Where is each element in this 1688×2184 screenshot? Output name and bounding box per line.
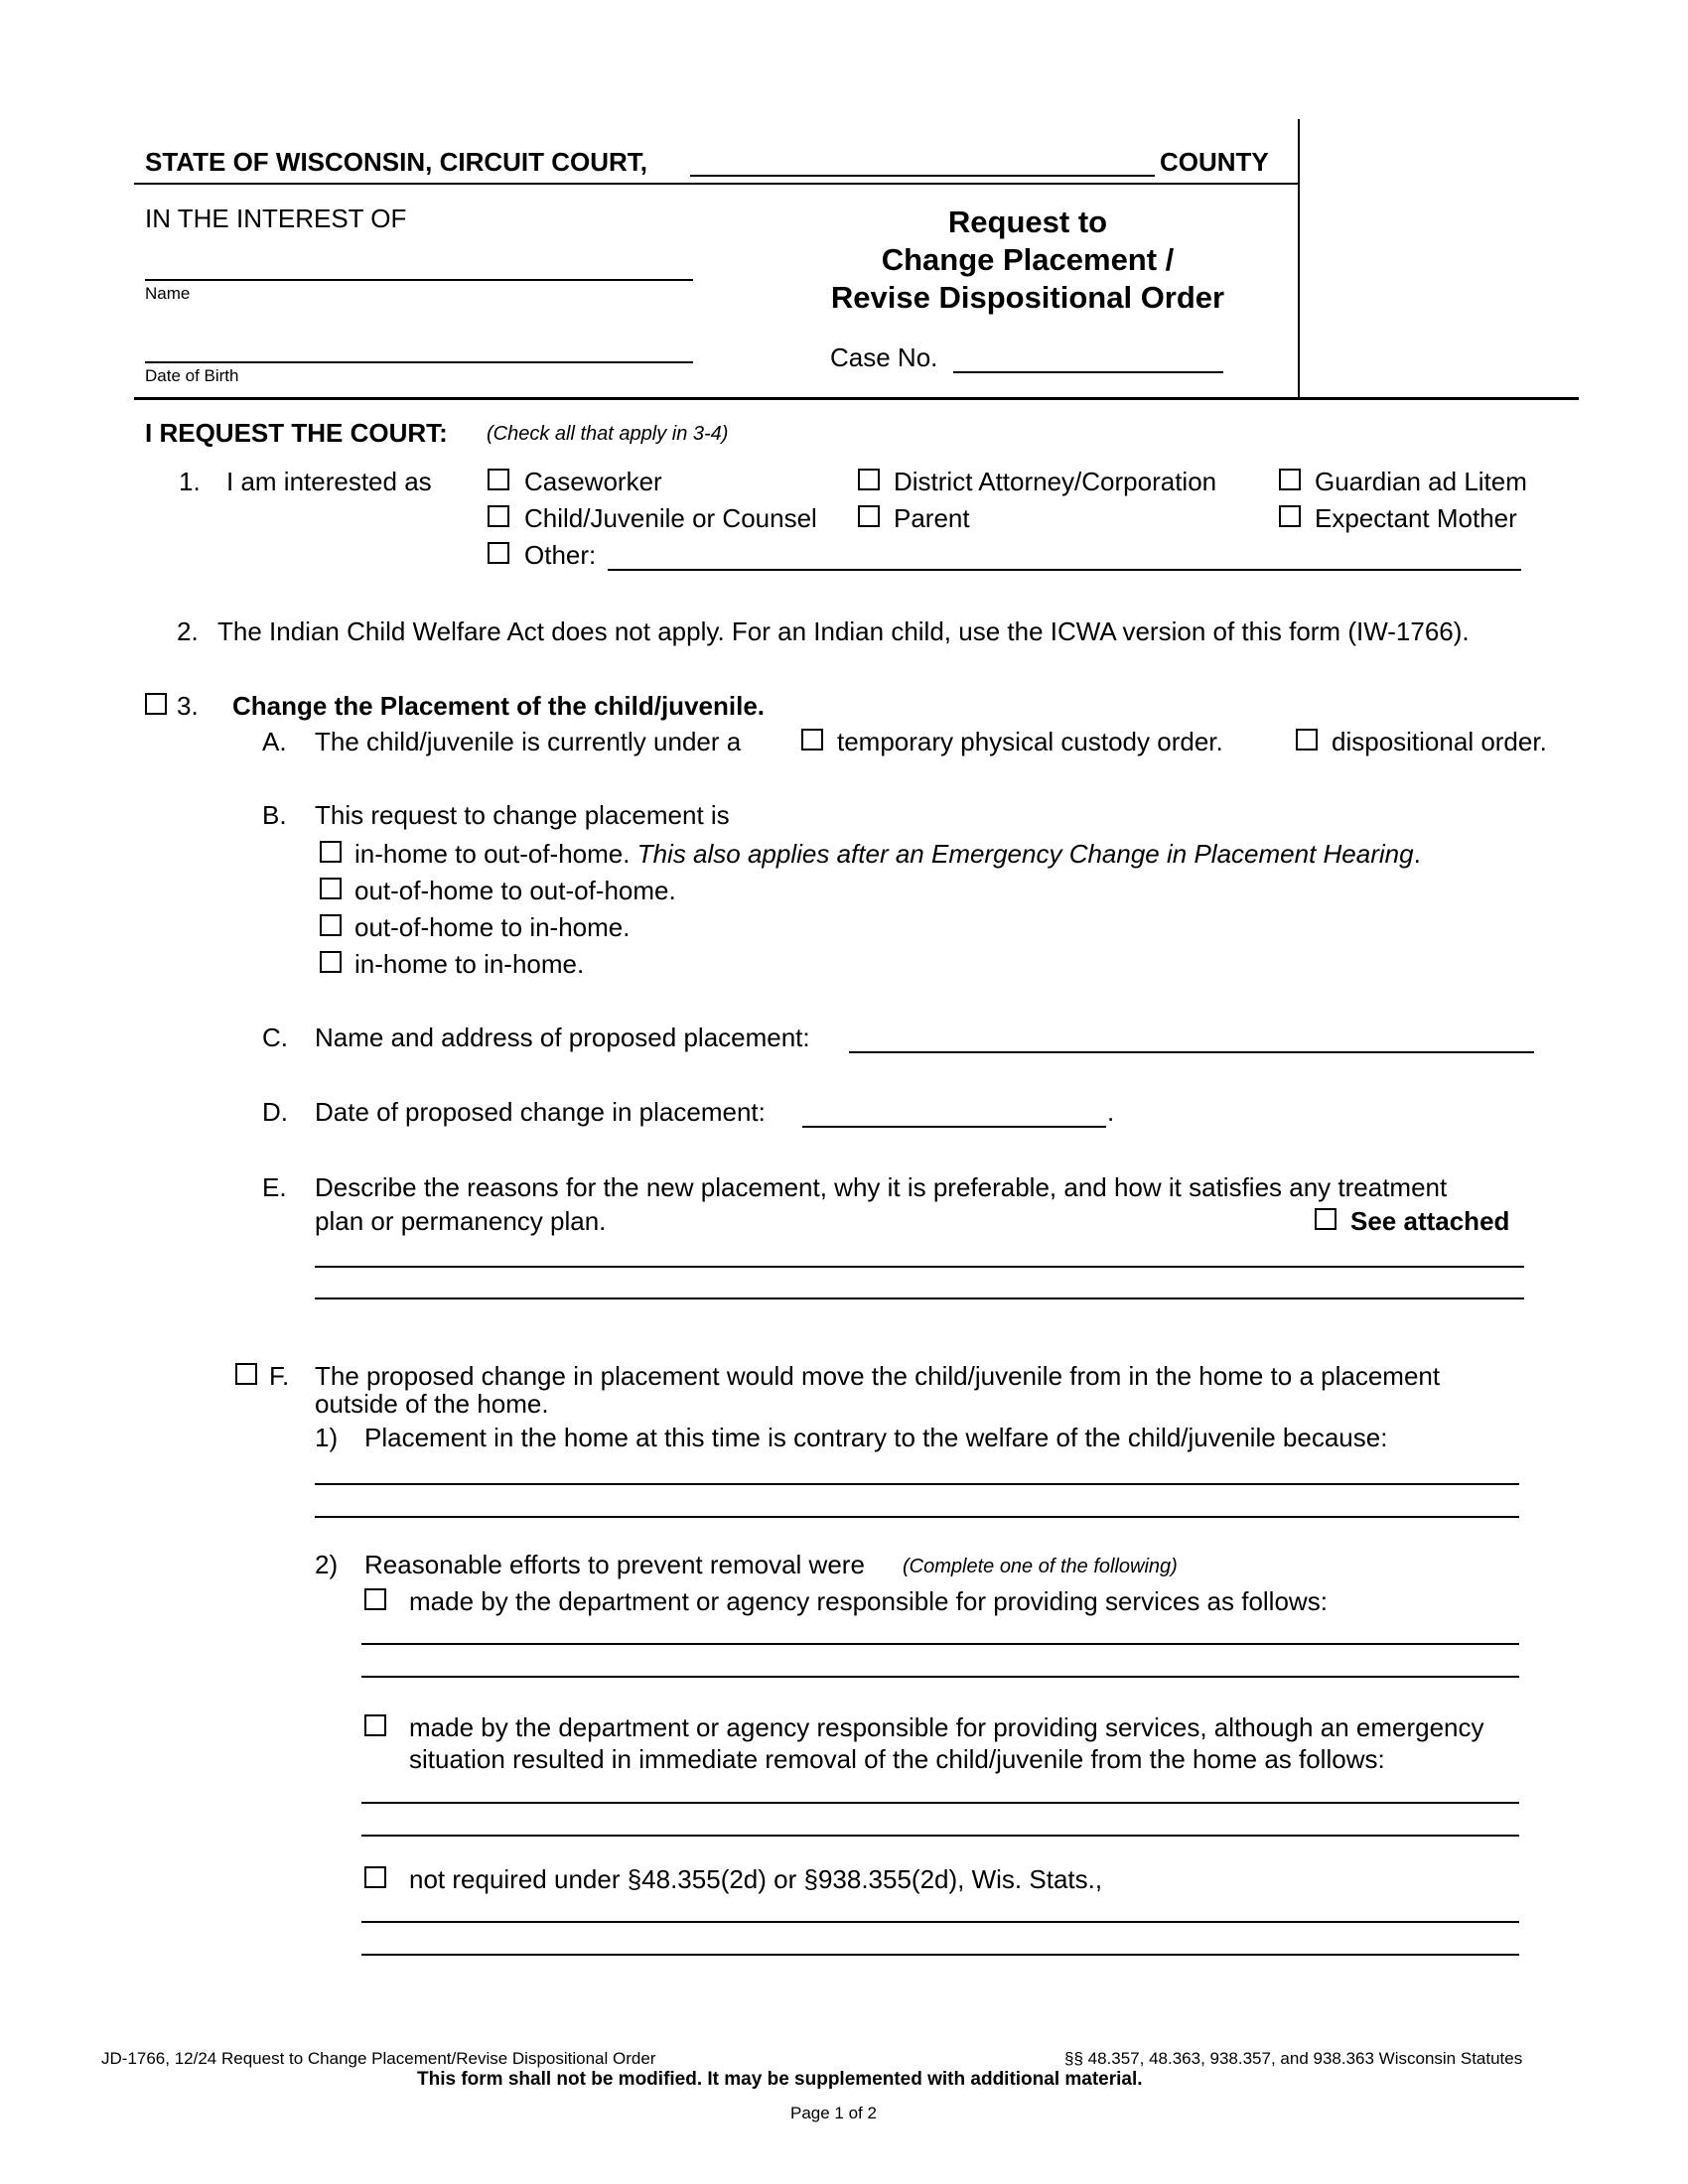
page-number: Page 1 of 2 [790,2104,877,2122]
f2-note: (Complete one of the following) [903,1556,1178,1577]
state-line: STATE OF WISCONSIN, CIRCUIT COURT, [145,147,648,177]
request-heading: I REQUEST THE COURT: [145,418,448,448]
item1-label: I am interested as [226,467,432,496]
caseworker-checkbox[interactable] [488,469,509,490]
in-to-out-option [354,839,1421,870]
footer-statutes: §§ 48.357, 48.363, 938.357, and 938.363 Wisconsin Statutes [1064,2049,1523,2068]
interest-of-label: IN THE INTEREST OF [145,204,407,233]
item3e-text2: plan or permanency plan. [315,1206,607,1236]
item3-number: 3. [177,691,199,721]
out-to-in-label: out-of-home to in-home. [354,912,631,942]
item3f-checkbox[interactable] [235,1363,257,1385]
emergency-label-2: situation resulted in immediate removal of the child/juvenile from the home as follows: [409,1744,1385,1774]
not-required-checkbox[interactable] [364,1866,386,1888]
child-juvenile-checkbox[interactable] [488,505,509,527]
reasons-line-1[interactable] [315,1266,1524,1268]
parent-checkbox[interactable] [858,505,880,527]
f2-number: 2) [315,1550,339,1579]
reasons-line-2[interactable] [315,1297,1524,1299]
item2-number: 2. [177,616,199,646]
emergency-label-1: made by the department or agency responsible for providing services, although an emergency [409,1712,1484,1742]
dispositional-order-checkbox[interactable] [1296,729,1318,751]
item3-heading: Change the Placement of the child/juvenile. [232,691,765,721]
item3c-letter: C. [262,1023,288,1052]
out-to-out-checkbox[interactable] [320,878,342,899]
item3b-letter: B. [262,800,287,830]
name-label: Name [145,284,191,303]
in-to-out-end: . [1413,839,1421,869]
efforts-made-line-2[interactable] [361,1676,1519,1678]
footer-notice: This form shall not be modified. It may be supplemented with additional material. [417,2069,1143,2090]
in-to-in-checkbox[interactable] [320,951,342,973]
item3e-letter: E. [262,1172,287,1202]
temporary-custody-label: temporary physical custody order. [837,727,1223,756]
item1-number: 1. [179,467,201,496]
footer-form-id: JD-1766, 12/24 Request to Change Placement/Revise Dispositional Order [101,2049,656,2068]
item3d-end: . [1107,1097,1115,1127]
header-bottom-rule [134,397,1579,400]
proposed-date-field[interactable] [802,1126,1106,1128]
in-to-out-note: This also applies after an Emergency Change in Placement Hearing [636,839,1414,869]
district-attorney-checkbox[interactable] [858,469,880,490]
f1-line-2[interactable] [315,1516,1519,1518]
item3b-text: This request to change placement is [315,800,730,830]
proposed-placement-field[interactable] [849,1051,1534,1053]
expectant-mother-label: Expectant Mother [1315,503,1517,533]
in-to-in-label: in-home to in-home. [354,949,585,979]
emergency-checkbox[interactable] [364,1714,386,1736]
f2-text: Reasonable efforts to prevent removal were [364,1550,865,1579]
case-no-label: Case No. [830,342,938,372]
item3a-text: The child/juvenile is currently under a [315,727,742,756]
f1-number: 1) [315,1423,339,1452]
expectant-mother-checkbox[interactable] [1279,505,1301,527]
efforts-made-line-1[interactable] [361,1643,1519,1645]
not-required-line-2[interactable] [361,1954,1519,1956]
item3f-letter: F. [269,1361,290,1391]
f1-line-1[interactable] [315,1483,1519,1485]
efforts-made-label: made by the department or agency responsible for providing services as follows: [409,1586,1328,1616]
guardian-ad-litem-label: Guardian ad Litem [1315,467,1527,496]
header-right-divider [1298,119,1300,399]
district-attorney-label: District Attorney/Corporation [894,467,1217,496]
item3-checkbox[interactable] [145,693,167,715]
name-field[interactable] [145,279,693,281]
emergency-line-1[interactable] [361,1802,1519,1804]
out-to-out-label: out-of-home to out-of-home. [354,876,676,905]
other-field[interactable] [608,569,1521,571]
caseworker-label: Caseworker [524,467,662,496]
other-label: Other: [524,540,597,570]
form-title-line3: Revise Dispositional Order [830,280,1225,315]
f1-text: Placement in the home at this time is contrary to the welfare of the child/juvenile because: [364,1423,1388,1452]
parent-label: Parent [894,503,970,533]
form-title-line1: Request to [947,205,1108,239]
not-required-line-1[interactable] [361,1921,1519,1923]
item3a-letter: A. [262,727,287,756]
guardian-ad-litem-checkbox[interactable] [1279,469,1301,490]
county-label: COUNTY [1160,147,1269,177]
other-checkbox[interactable] [488,542,509,564]
item3d-text: Date of proposed change in placement: [315,1097,766,1127]
not-required-label: not required under §48.355(2d) or §938.355(2d), Wis. Stats., [409,1864,1103,1894]
header-top-rule [134,183,1298,185]
case-no-field[interactable] [953,371,1223,373]
in-to-out-label: in-home to out-of-home. [354,839,631,869]
child-juvenile-label: Child/Juvenile or Counsel [524,503,817,533]
item3f-text1: The proposed change in placement would move the child/juvenile from in the home to a placement [315,1361,1441,1391]
county-field[interactable] [690,175,1155,177]
emergency-line-2[interactable] [361,1835,1519,1837]
see-attached-checkbox[interactable] [1315,1208,1336,1230]
request-note: (Check all that apply in 3-4) [487,423,729,445]
item3f-text2: outside of the home. [315,1389,549,1419]
item3c-text: Name and address of proposed placement: [315,1023,810,1052]
dob-field[interactable] [145,361,693,363]
out-to-in-checkbox[interactable] [320,914,342,936]
see-attached-label: See attached [1350,1206,1510,1236]
temporary-custody-checkbox[interactable] [801,729,823,751]
form-title-line2: Change Placement / [881,242,1175,277]
in-to-out-checkbox[interactable] [320,841,342,863]
item3d-letter: D. [262,1097,288,1127]
efforts-made-checkbox[interactable] [364,1588,386,1610]
item3e-text1: Describe the reasons for the new placement, why it is preferable, and how it satisfies any treatment [315,1172,1448,1202]
icwa-statement: The Indian Child Welfare Act does not apply. For an Indian child, use the ICWA version of this form (IW-1766). [217,616,1470,646]
dob-label: Date of Birth [145,366,239,385]
dispositional-order-label: dispositional order. [1332,727,1547,756]
